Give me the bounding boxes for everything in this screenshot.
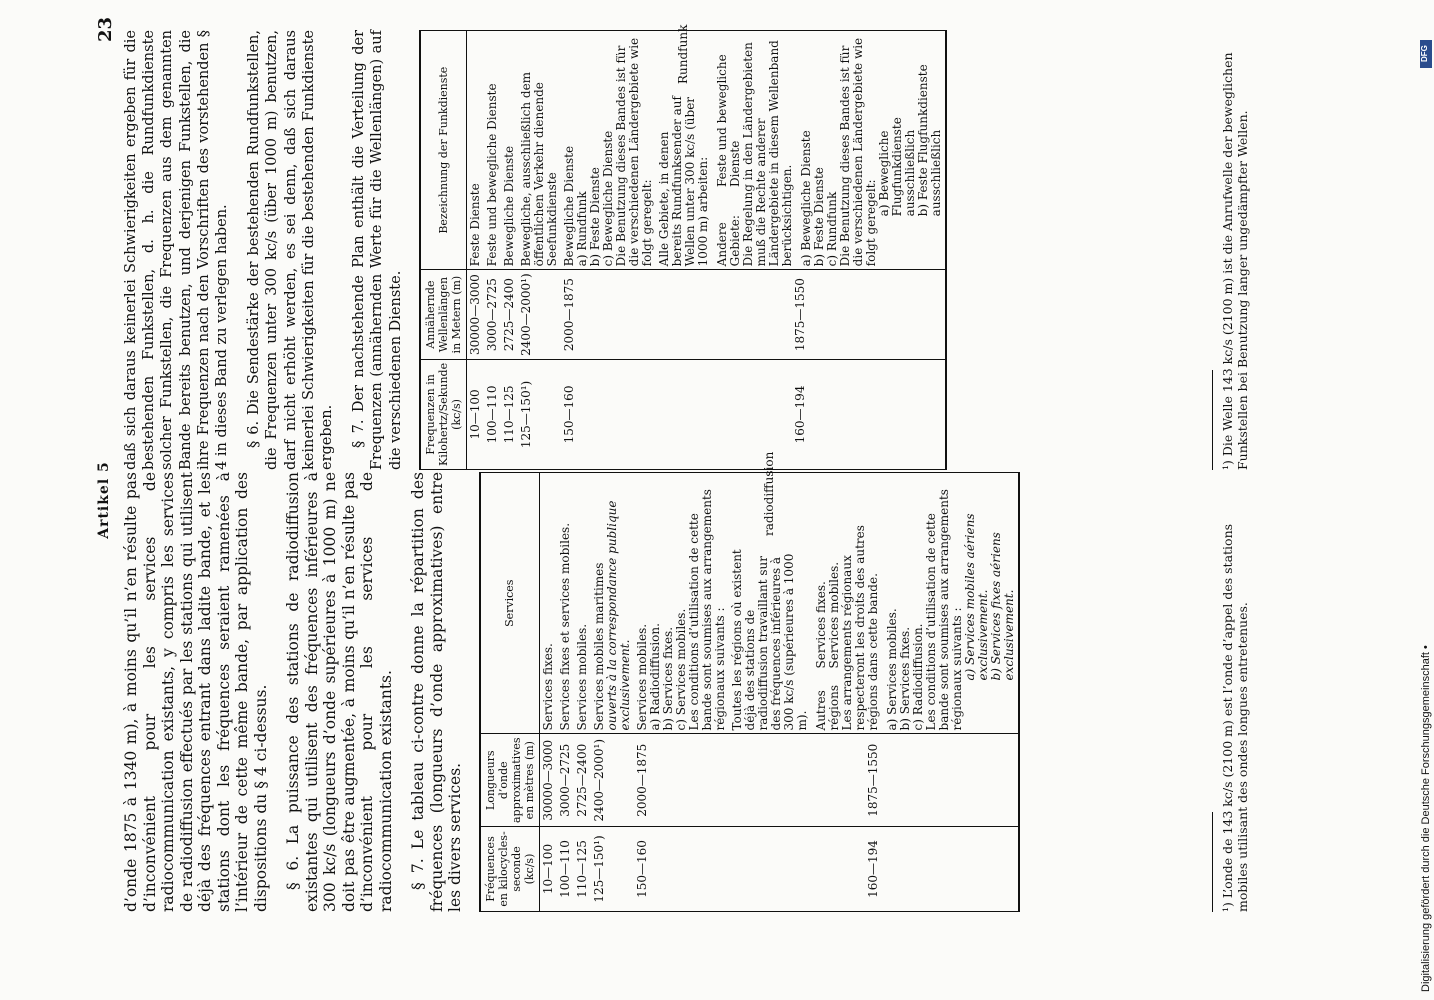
service-line: Die Benutzung dieses Bandes ist für die verschiedenen Ländergebiete wie folgt geregelt: bbox=[837, 37, 878, 267]
cell-frequency: 160—194 bbox=[656, 359, 946, 469]
cell-frequency: 110—125 bbox=[574, 827, 591, 912]
german-paragraph-1: daß sich daraus keinerlei Schwierigkeiten ergeben für die bestehenden Funkstellen, d. h. die Rundfunkdienste solcher Funkstellen, die Frequenzen aus dem genannten Bande bereits benutzen, und derjenigen Funkstellen, die ihre Frequenzen nach den Vorschriften des vorstehenden § 4 in dieses Band zu verlegen haben. bbox=[123, 30, 231, 470]
cell-service: Services fixes. bbox=[539, 473, 557, 734]
cell-frequency: 10—100 bbox=[539, 827, 557, 912]
service-line: a) Services mobiles. bbox=[884, 608, 899, 731]
cell-frequency: 125—150¹) bbox=[591, 827, 634, 912]
cell-wavelength: 2725—2400 bbox=[501, 270, 518, 360]
service-line: Autres régions bbox=[813, 685, 841, 731]
cell-wavelength: 3000—2725 bbox=[484, 270, 501, 360]
french-paragraph-2: § 6. La puissance des stations de radiodiffusion existantes qui utilisent des fréquences inférieures à 300 kc/s (longueurs d’onde supérieures à 1000 m) ne doit pas être augmentée, à moins qu’il n’en résulte pas d’inconvénient pour les services de radiocommunication existants. bbox=[284, 472, 395, 912]
table-row bbox=[557, 473, 574, 912]
service-line: ouverts à la correspondance publique exclusivement. bbox=[604, 500, 632, 731]
cell-service bbox=[561, 31, 656, 270]
service-line: Toutes les régions où existent déjà des stations de radiodiffusion travaillant sur des fréquences inférieures à 300 kc/s (supérieures à 1000 m). bbox=[729, 549, 809, 731]
french-paragraph-1: d’onde 1875 à 1340 m), à moins qu’il n’en résulte pas d’inconvénient pour les services de radiocommunication existants, y compris les services de radiodiffusion effectués par les stations qui utilisent déjà des fréquences entrant dans ladite bande, et les stations dont les fréquences seraient ramenées à l’intérieur de cette même bande, par application des dispositions du § 4 ci-dessus. bbox=[122, 472, 270, 912]
service-line: Services mobiles. bbox=[634, 623, 649, 731]
cell-wavelength: 3000—2725 bbox=[557, 734, 574, 827]
service-line: Services fixes. bbox=[813, 581, 828, 669]
service-line: b) Services fixes. bbox=[897, 626, 912, 731]
table-row bbox=[539, 473, 557, 912]
table-row bbox=[561, 31, 656, 470]
cell-service: Feste Dienste bbox=[466, 31, 484, 270]
table-row bbox=[656, 31, 946, 470]
french-frequency-table bbox=[479, 451, 1020, 912]
service-line: c) Rundfunk bbox=[824, 191, 839, 267]
service-line: Les arrangements régionaux respecteront les droits des autres régions dans cette bande. bbox=[839, 525, 880, 731]
cell-wavelength: 2000—1875 bbox=[561, 270, 656, 360]
service-line: a) Rundfunk bbox=[574, 191, 589, 267]
dfg-logo bbox=[1420, 40, 1432, 68]
french-footnote: ¹) L’onde de 143 kc/s (2100 m) est l’onde d’appel des stations mobiles utilisant des ondes longues entretenues. bbox=[1220, 523, 1250, 912]
service-line: b) Feste Dienste bbox=[587, 167, 602, 267]
service-line: radiodiffusion bbox=[762, 451, 776, 536]
service-line: c) Services mobiles. bbox=[673, 608, 688, 731]
service-line: Les conditions d’utilisation de cette bande sont soumises aux arrangements régionaux suivants : bbox=[686, 489, 727, 731]
cell-wavelength: 2400—2000¹) bbox=[518, 270, 561, 360]
cell-frequency: 150—160 bbox=[634, 827, 729, 912]
table-row bbox=[518, 31, 561, 470]
service-line: Die Regelung in den Ländergebieten muß die Rechte anderer Ländergebiete in diesem Wellenband berücksichtigen. bbox=[740, 40, 794, 267]
service-line: Rundfunk bbox=[676, 24, 691, 84]
service-line: Feste und bewegliche Dienste bbox=[714, 54, 742, 188]
service-line: b) Services fixes. bbox=[660, 626, 675, 731]
service-line: b) Feste Dienste bbox=[811, 167, 826, 267]
cell-frequency: 100—110 bbox=[557, 827, 574, 912]
cell-service: Bewegliche Dienste bbox=[501, 31, 518, 270]
table-row bbox=[729, 473, 1019, 912]
header-wavelengths: Longueurs d’onde approximatives en mètres (m) bbox=[480, 734, 540, 827]
cell-wavelength: 2725—2400 bbox=[574, 734, 591, 827]
service-line: a) Services mobiles aériens exclusivement. bbox=[962, 513, 990, 681]
german-footnote: ¹) Die Welle 143 kc/s (2100 m) ist die Anrufwelle der beweglichen Funkstellen bei Benutzung langer ungedämpfter Wellen. bbox=[1220, 52, 1250, 470]
service-line: Die Benutzung dieses Bandes ist für die verschiedenen Ländergebiete wie folgt geregelt: bbox=[613, 37, 654, 267]
table-row bbox=[591, 473, 634, 912]
cell-service bbox=[591, 473, 634, 734]
cell-service: Services fixes et services mobiles. bbox=[557, 473, 574, 734]
table-row bbox=[484, 31, 501, 470]
service-line: c) Radiodiffusion. bbox=[910, 623, 925, 731]
footnote-rule-right bbox=[1212, 370, 1213, 470]
cell-frequency: 160—194 bbox=[729, 827, 1019, 912]
cell-frequency: 150—160 bbox=[561, 359, 656, 469]
table-row bbox=[501, 31, 518, 470]
service-line: Alle Gebiete, in denen bereits Rundfunksender auf Wellen unter 300 kc/s (über 1000 m) arbeiten: bbox=[656, 96, 710, 267]
cell-wavelength: 30000—3000 bbox=[466, 270, 484, 360]
cell-service: Services mobiles. bbox=[574, 473, 591, 734]
cell-wavelength: 1875—1550 bbox=[656, 270, 946, 360]
table-row bbox=[466, 31, 484, 470]
service-line: Andere Gebiete: bbox=[714, 215, 742, 267]
cell-wavelength: 30000—3000 bbox=[539, 734, 557, 827]
header-frequencies: Frequenzen in Kilohertz/Sekunde (kc/s) bbox=[420, 359, 467, 469]
page-number: 23 bbox=[95, 16, 116, 42]
header-frequencies: Fréquences en kilocycles-seconde (kc/s) bbox=[480, 827, 540, 912]
french-paragraph-3: § 7. Le tableau ci-contre donne la répartition des fréquences (longueurs d’onde approximatives) entre les divers services. bbox=[409, 472, 464, 912]
cell-frequency: 125—150¹) bbox=[518, 359, 561, 469]
header-wavelengths: Annähernde Wellenlängen in Metern (m) bbox=[420, 270, 467, 360]
service-line: Services mobiles maritimes bbox=[591, 562, 606, 731]
service-line: a) Radiodiffusion. bbox=[647, 623, 662, 731]
service-line: b) Services fixes aériens exclusivement. bbox=[988, 532, 1016, 681]
cell-frequency: 110—125 bbox=[501, 359, 518, 469]
service-line: c) Bewegliche Dienste bbox=[600, 130, 615, 267]
service-line: Services mobiles. bbox=[826, 561, 841, 669]
service-line: b) Feste Flugfunkdienste ausschließlich bbox=[915, 64, 943, 217]
service-line: Bewegliche Dienste bbox=[561, 145, 576, 267]
dfg-logo-text: DFG bbox=[1420, 45, 1429, 62]
footnote-rule-left bbox=[1212, 812, 1213, 912]
french-column bbox=[122, 451, 1020, 912]
service-line: a) Bewegliche Flugfunkdienste ausschließlich bbox=[876, 117, 917, 217]
cell-wavelength: 2000—1875 bbox=[634, 734, 729, 827]
dfg-credit-text: Digitalisierung gefördert durch die Deutsche Forschungsgemeinschaft • bbox=[1420, 645, 1432, 992]
service-line: Les conditions d’utilisation de cette bande sont soumises aux arrangements régionaux suivants : bbox=[923, 489, 964, 731]
cell-service bbox=[729, 451, 1019, 734]
cell-service bbox=[656, 24, 946, 270]
table-row bbox=[634, 473, 729, 912]
cell-service: Feste und bewegliche Dienste bbox=[484, 31, 501, 270]
german-paragraph-2: § 6. Die Sendestärke der bestehenden Rundfunkstellen, die Frequenzen unter 300 kc/s (über 1000 m) benutzen, darf nicht erhöht werden, es sei denn, daß sich daraus keinerlei Schwierigkeiten für die bestehenden Funkdienste ergeben. bbox=[246, 30, 336, 470]
header-services: Bezeichnung der Funkdienste bbox=[420, 31, 467, 270]
german-column bbox=[122, 24, 947, 470]
cell-frequency: 10—100 bbox=[466, 359, 484, 469]
service-line: a) Bewegliche Dienste bbox=[798, 130, 813, 267]
header-services: Services bbox=[480, 473, 540, 734]
cell-wavelength: 2400—2000¹) bbox=[591, 734, 634, 827]
german-frequency-table bbox=[419, 24, 947, 470]
cell-service: Bewegliche, ausschließlich dem öffentlichen Verkehr dienende Seefunkdienste bbox=[518, 31, 561, 270]
table-row bbox=[574, 473, 591, 912]
cell-service bbox=[634, 473, 729, 734]
cell-frequency: 100—110 bbox=[484, 359, 501, 469]
cell-wavelength: 1875—1550 bbox=[729, 734, 1019, 827]
german-paragraph-3: § 7. Der nachstehende Plan enthält die Verteilung der Frequenzen (annähernden Werte für die Wellenlängen) auf die verschiedenen Dienste. bbox=[351, 30, 404, 470]
article-heading: Artikel 5 bbox=[96, 461, 112, 539]
